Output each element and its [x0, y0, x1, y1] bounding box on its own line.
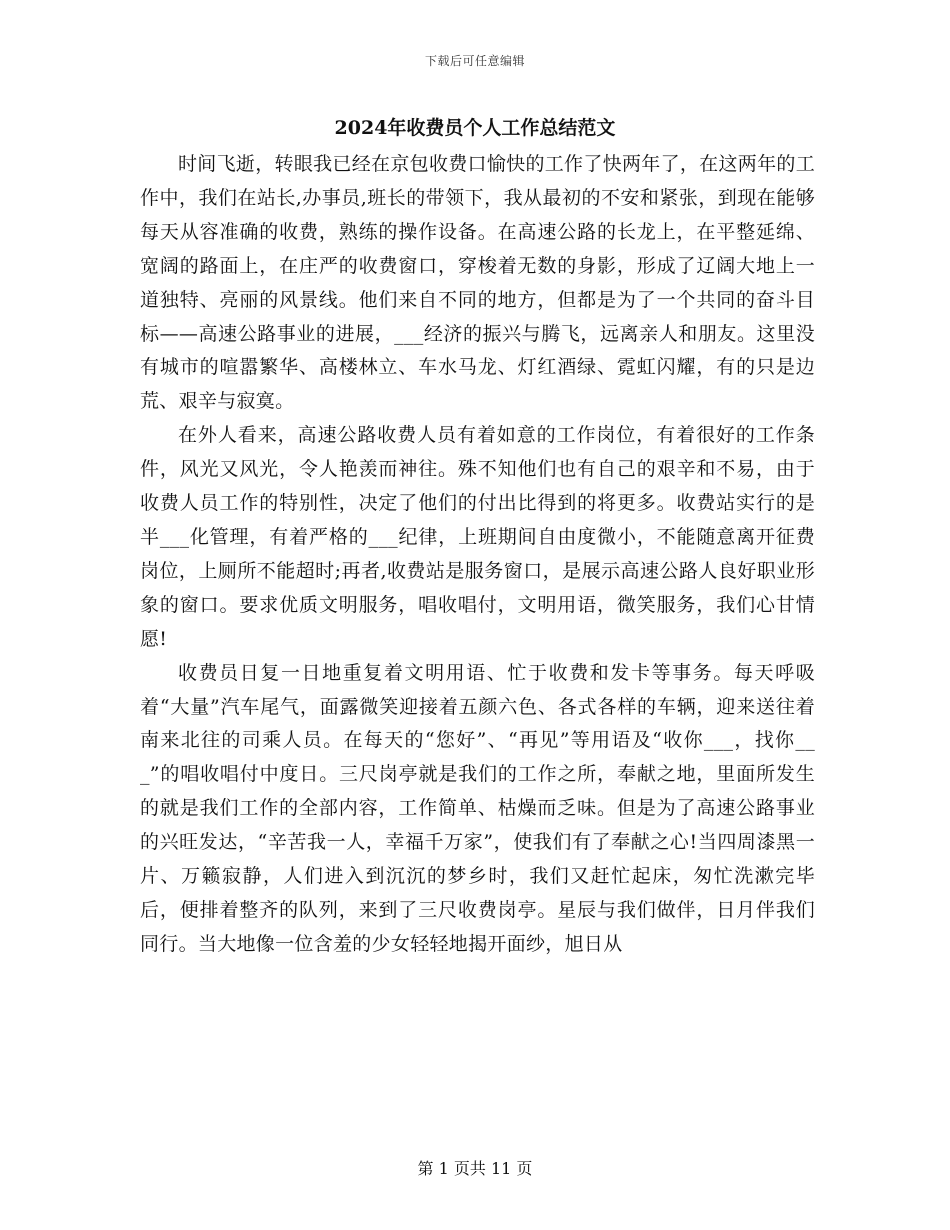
document-title: 2024年收费员个人工作总结范文 — [334, 117, 616, 139]
document-body — [140, 148, 815, 962]
paragraph-3: 收费员日复一日地重复着文明用语、忙于收费和发卡等事务。每天呼吸着“大量”汽车尾气，面露微笑迎接着五颜六色、各式各样的车辆，迎来送往着南来北往的司乘人员。在每天的“您好”、“再见”等用语及“收你___，找你___”的唱收唱付中度日。三尺岗亭就是我们的工作之所，奉献之地，里面所发生的就是我们工作的全部内容，工作简单、枯燥而乏味。但是为了高速公路事业的兴旺发达，“辛苦我一人，幸福千万家”，使我们有了奉献之心!当四周漆黑一片、万籁寂静，人们进入到沉沉的梦乡时，我们又赶忙起床，匆忙洗漱完毕后，便排着整齐的队列，来到了三尺收费岗亭。星辰与我们做伴，日月伴我们同行。当大地像一位含羞的少女轻轻地揭开面纱，旭日从 — [140, 661, 815, 955]
header-note: 下载后可任意编辑 — [424, 54, 525, 68]
paragraph-1: 时间飞逝，转眼我已经在京包收费口愉快的工作了快两年了，在这两年的工作中，我们在站长,办事员,班长的带领下，我从最初的不安和紧张，到现在能够每天从容准确的收费，熟练的操作设备。在高速公路的长龙上，在平整延绵、宽阔的路面上，在庄严的收费窗口，穿梭着无数的身影，形成了辽阔大地上一道独特、亮丽的风景线。他们来自不同的地方，但都是为了一个共同的奋斗目标——高速公路事业的进展，___经济的振兴与腾飞，远离亲人和朋友。这里没有城市的喧嚣繁华、高楼林立、车水马龙、灯红酒绿、霓虹闪耀，有的只是边荒、艰辛与寂寞。 — [140, 153, 815, 413]
page-number-footer: 第 1 页共 11 页 — [417, 1159, 533, 1178]
paragraph-2: 在外人看来，高速公路收费人员有着如意的工作岗位，有着很好的工作条件，风光又风光，令人艳羡而神往。殊不知他们也有自己的艰辛和不易，由于收费人员工作的特别性，决定了他们的付出比得到的将更多。收费站实行的是半___化管理，有着严格的___纪律，上班期间自由度微小，不能随意离开征费岗位，上厕所不能超时;再者,收费站是服务窗口，是展示高速公路人良好职业形象的窗口。要求优质文明服务，唱收唱付，文明用语，微笑服务，我们心甘情愿! — [140, 424, 815, 650]
